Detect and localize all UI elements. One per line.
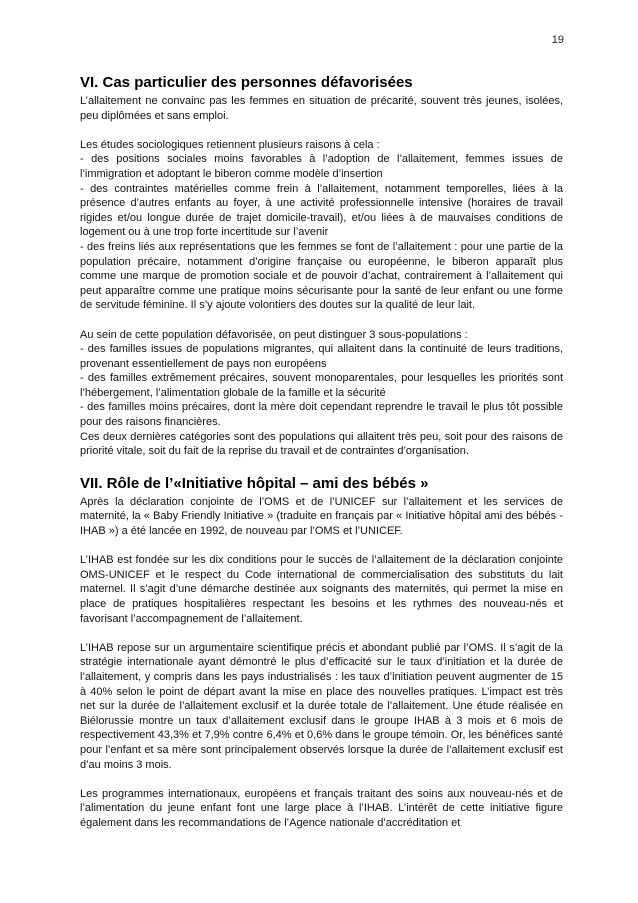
- section-7-paragraph-1: Après la déclaration conjointe de l’OMS et de l’UNICEF sur l’allaitement et les services de maternité, la « Baby Friendly Initiative » (traduite en français par « Initiative hôpital ami des bébés - IHAB ») a été lancée en 1992, de nouveau par l’OMS et l’UNICEF.: [80, 495, 563, 538]
- section-7-heading: VII. Rôle de l’«Initiative hôpital – ami des bébés »: [80, 474, 429, 492]
- section-7-paragraph-3: L’IHAB repose sur un argumentaire scientifique précis et abondant publié par l’OMS. Il s’agit de la stratégie internationale ayant démontré le plus d’efficacité sur le taux d’initiation et la durée de l’allaitement, y compris dans les pays industrialisés : les taux d’initiation peuvent augmenter de 15 à 40% selon le point de départ avant la mise en place des nouvelles pratiques. L’impact est très net sur la durée de l’allaitement exclusif et la durée totale de l’allaitement. Une étude réalisée en Biélorussie montre un taux d’allaitement exclusif dans le groupe IHAB à 3 mois et 6 mois de respectivement 43,3% et 7,9% contre 6,4% et 0,6% dans le groupe témoin. Or, les bénéfices santé pour l’enfant et sa mère sont principalement observés lorsque la durée de l’allaitement exclusif est d’au moins 3 mois.: [80, 641, 563, 771]
- section-7-paragraph-2: L’IHAB est fondée sur les dix conditions pour le succès de l’allaitement de la déclaration conjointe OMS-UNICEF et le respect du Code international de commercialisation des substituts du lait maternel. Il s’agit d’une démarche destinée aux soignants des maternités, qui permet la mise en place de pratiques hospitalières respectant les besoins et les rythmes des nouveau-nés et favorisant l’accompagnement de l’allaitement.: [80, 554, 563, 625]
- section-6-paragraph-2: Les études sociologiques retiennent plusieurs raisons à cela : - des positions sociales moins favorables à l’adoption de l’allaitement, femmes issues de l’immigration et adoptant le biberon comme modèle d’insertion - des contraintes matérielles comme frein à l’allaitement, notamment temporelles, liées à la présence d’autres enfants au foyer, à une activité professionnelle intensive (horaires de travail rigides et/ou longue durée de trajet domicile-travail), et/ou liées à de mauvaises conditions de logement ou à une trop forte incertitude sur l’avenir - des freins liés aux représentations que les femmes se font de l’allaitement : pour une partie de la population précaire, notamment d’origine française ou européenne, le biberon apparaît plus comme une marque de promotion sociale et de pouvoir d’achat, contrairement à l’allaitement qui peut apparaître comme une pratique moins sécurisante pour la santé de leur enfant ou une forme de servitude féminine. Il s’y ajoute volontiers des doutes sur la qualité de leur lait.: [80, 138, 563, 312]
- section-7-paragraph-4: Les programmes internationaux, européens et français traitant des soins aux nouveau-nés et de l’alimentation du jeune enfant font une large place à l’IHAB. L’intérêt de cette initiative figure également dans les recommandations de l’Agence nationale d’accréditation et: [80, 787, 563, 829]
- section-6-paragraph-1: L’allaitement ne convainc pas les femmes en situation de précarité, souvent très jeunes, isolées, peu diplômées et sans emploi.: [80, 95, 563, 122]
- section-6-paragraph-3: Au sein de cette population défavorisée, on peut distinguer 3 sous-populations : - des familles issues de populations migrantes, qui allaitent dans la continuité de leurs traditions, provenant essentiellement de pays non européens - des familles extrêmement précaires, souvent monoparentales, pour lesquelles les priorités sont l’hébergement, l’alimentation globale de la famille et la sécurité - des familles moins précaires, dont la mère doit cependant reprendre le travail le plus tôt possible pour des raisons financières. Ces deux dernières catégories sont des populations qui allaitent très peu, soit pour des raisons de priorité vitale, soit du fait de la reprise du travail et de contraintes d’organisation.: [80, 328, 563, 458]
- page-number: 19: [551, 34, 564, 46]
- page-content: [80, 74, 563, 831]
- section-6-heading: VI. Cas particulier des personnes défavorisées: [80, 74, 413, 91]
